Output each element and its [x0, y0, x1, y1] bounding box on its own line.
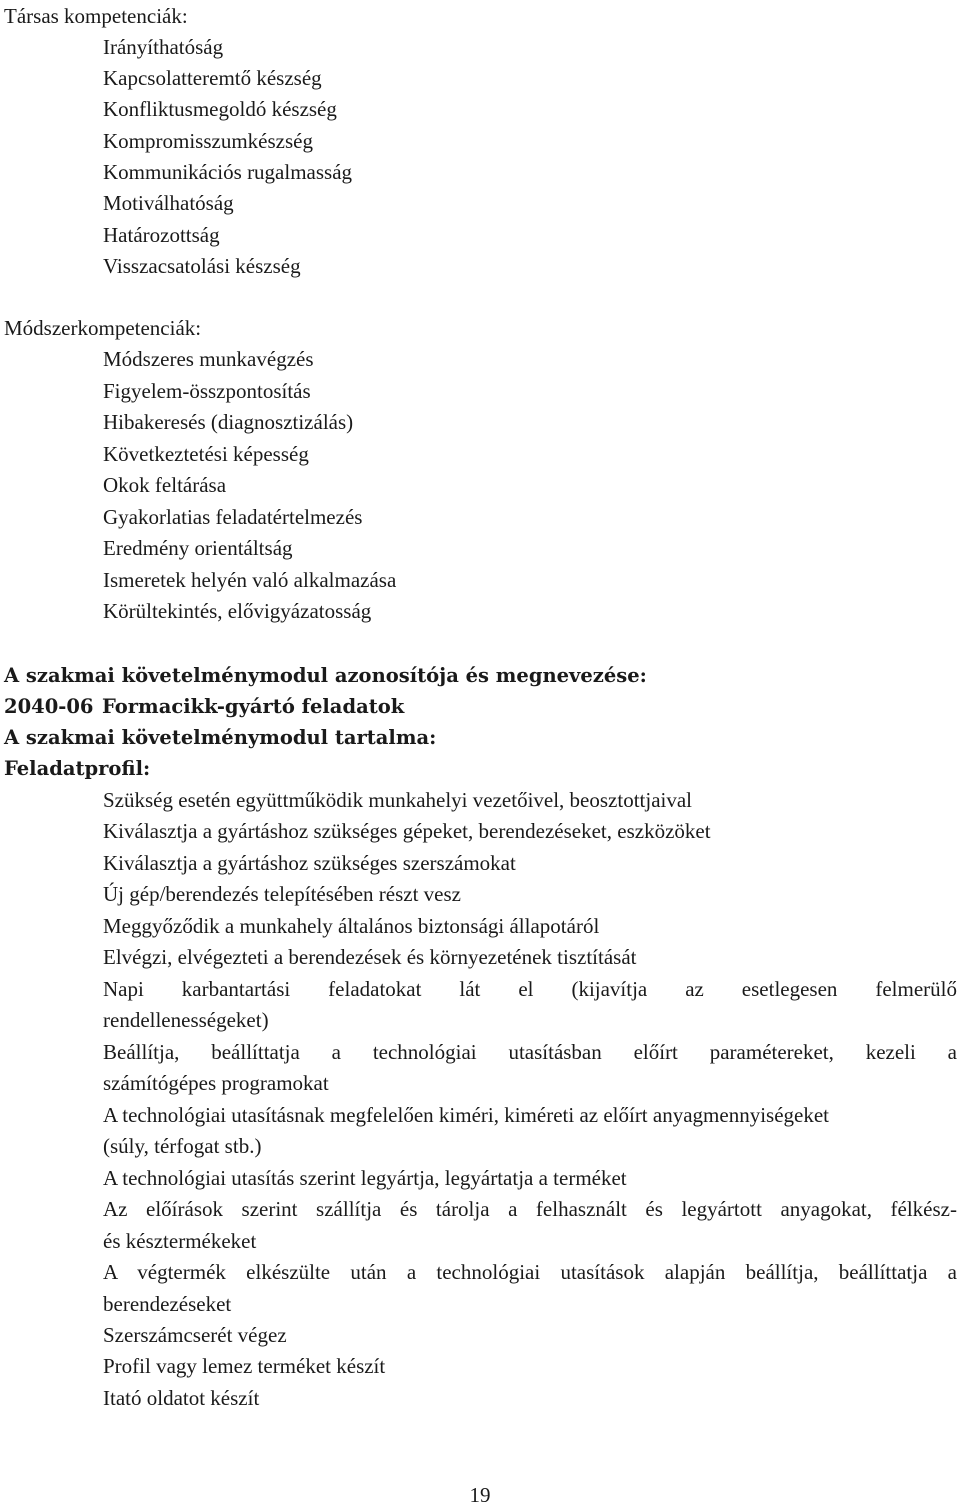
module-content-heading: A szakmai követelménymodul tartalma: [4, 726, 437, 749]
task-item: Itató oldatot készít [103, 1386, 260, 1410]
task-item: Az előírások szerint szállítja és tárolja a felhasznált és legyártott anyagokat, félkész- [103, 1197, 957, 1221]
module-id-heading: A szakmai követelménymodul azonosítója és megnevezése: [4, 664, 647, 687]
list-item: Motiválhatóság [103, 191, 234, 215]
list-item: Eredmény orientáltság [103, 536, 293, 560]
list-item: Kapcsolatteremtő készség [103, 66, 322, 90]
module-code: 2040-06 [4, 695, 94, 718]
task-item-continuation: berendezéseket [103, 1292, 232, 1316]
task-item: Napi karbantartási feladatokat lát el (kijavítja az esetlegesen felmerülő [103, 977, 957, 1001]
module-name: Formacikk-gyártó feladatok [102, 695, 405, 718]
list-item: Ismeretek helyén való alkalmazása [103, 568, 397, 592]
list-item: Konfliktusmegoldó készség [103, 97, 337, 121]
task-item: A technológiai utasításnak megfelelően kiméri, kiméreti az előírt anyagmennyiségeket [103, 1103, 829, 1127]
task-item: A végtermék elkészülte után a technológiai utasítások alapján beállítja, beállíttatja a [103, 1260, 957, 1284]
list-item: Okok feltárása [103, 473, 227, 497]
task-item-continuation: (súly, térfogat stb.) [103, 1134, 262, 1158]
method-competencies-heading: Módszerkompetenciák: [4, 316, 202, 340]
page-number: 19 [469, 1483, 491, 1507]
task-item-continuation: rendellenességeket) [103, 1008, 269, 1032]
task-item: Szükség esetén együttműködik munkahelyi vezetőivel, beosztottjaival [103, 788, 693, 812]
social-competencies-heading: Társas kompetenciák: [4, 4, 188, 28]
list-item: Visszacsatolási készség [103, 254, 301, 278]
list-item: Következtetési képesség [103, 442, 309, 466]
task-item: Kiválasztja a gyártáshoz szükséges szerszámokat [103, 851, 516, 875]
list-item: Hibakeresés (diagnosztizálás) [103, 410, 354, 434]
list-item: Kommunikációs rugalmasság [103, 160, 353, 184]
task-item: Szerszámcserét végez [103, 1323, 287, 1347]
task-item-continuation: számítógépes programokat [103, 1071, 329, 1095]
list-item: Kompromisszumkészség [103, 129, 313, 153]
list-item: Körültekintés, elővigyázatosság [103, 599, 372, 623]
task-item: Meggyőződik a munkahely általános biztonsági állapotáról [103, 914, 600, 938]
list-item: Módszeres munkavégzés [103, 347, 314, 371]
list-item: Figyelem-összpontosítás [103, 379, 311, 403]
module-title [4, 694, 404, 720]
list-item: Határozottság [103, 223, 220, 247]
task-item-continuation: és késztermékeket [103, 1229, 257, 1253]
task-profile-heading: Feladatprofil: [4, 757, 151, 780]
task-item: A technológiai utasítás szerint legyártja, legyártatja a terméket [103, 1166, 627, 1190]
task-item: Beállítja, beállíttatja a technológiai utasításban előírt paramétereket, kezeli a [103, 1040, 957, 1064]
task-item: Kiválasztja a gyártáshoz szükséges gépeket, berendezéseket, eszközöket [103, 819, 711, 843]
list-item: Irányíthatóság [103, 35, 224, 59]
task-item: Elvégzi, elvégezteti a berendezések és környezetének tisztítását [103, 945, 637, 969]
task-item: Profil vagy lemez terméket készít [103, 1354, 386, 1378]
task-item: Új gép/berendezés telepítésében részt vesz [103, 882, 461, 906]
list-item: Gyakorlatias feladatértelmezés [103, 505, 363, 529]
